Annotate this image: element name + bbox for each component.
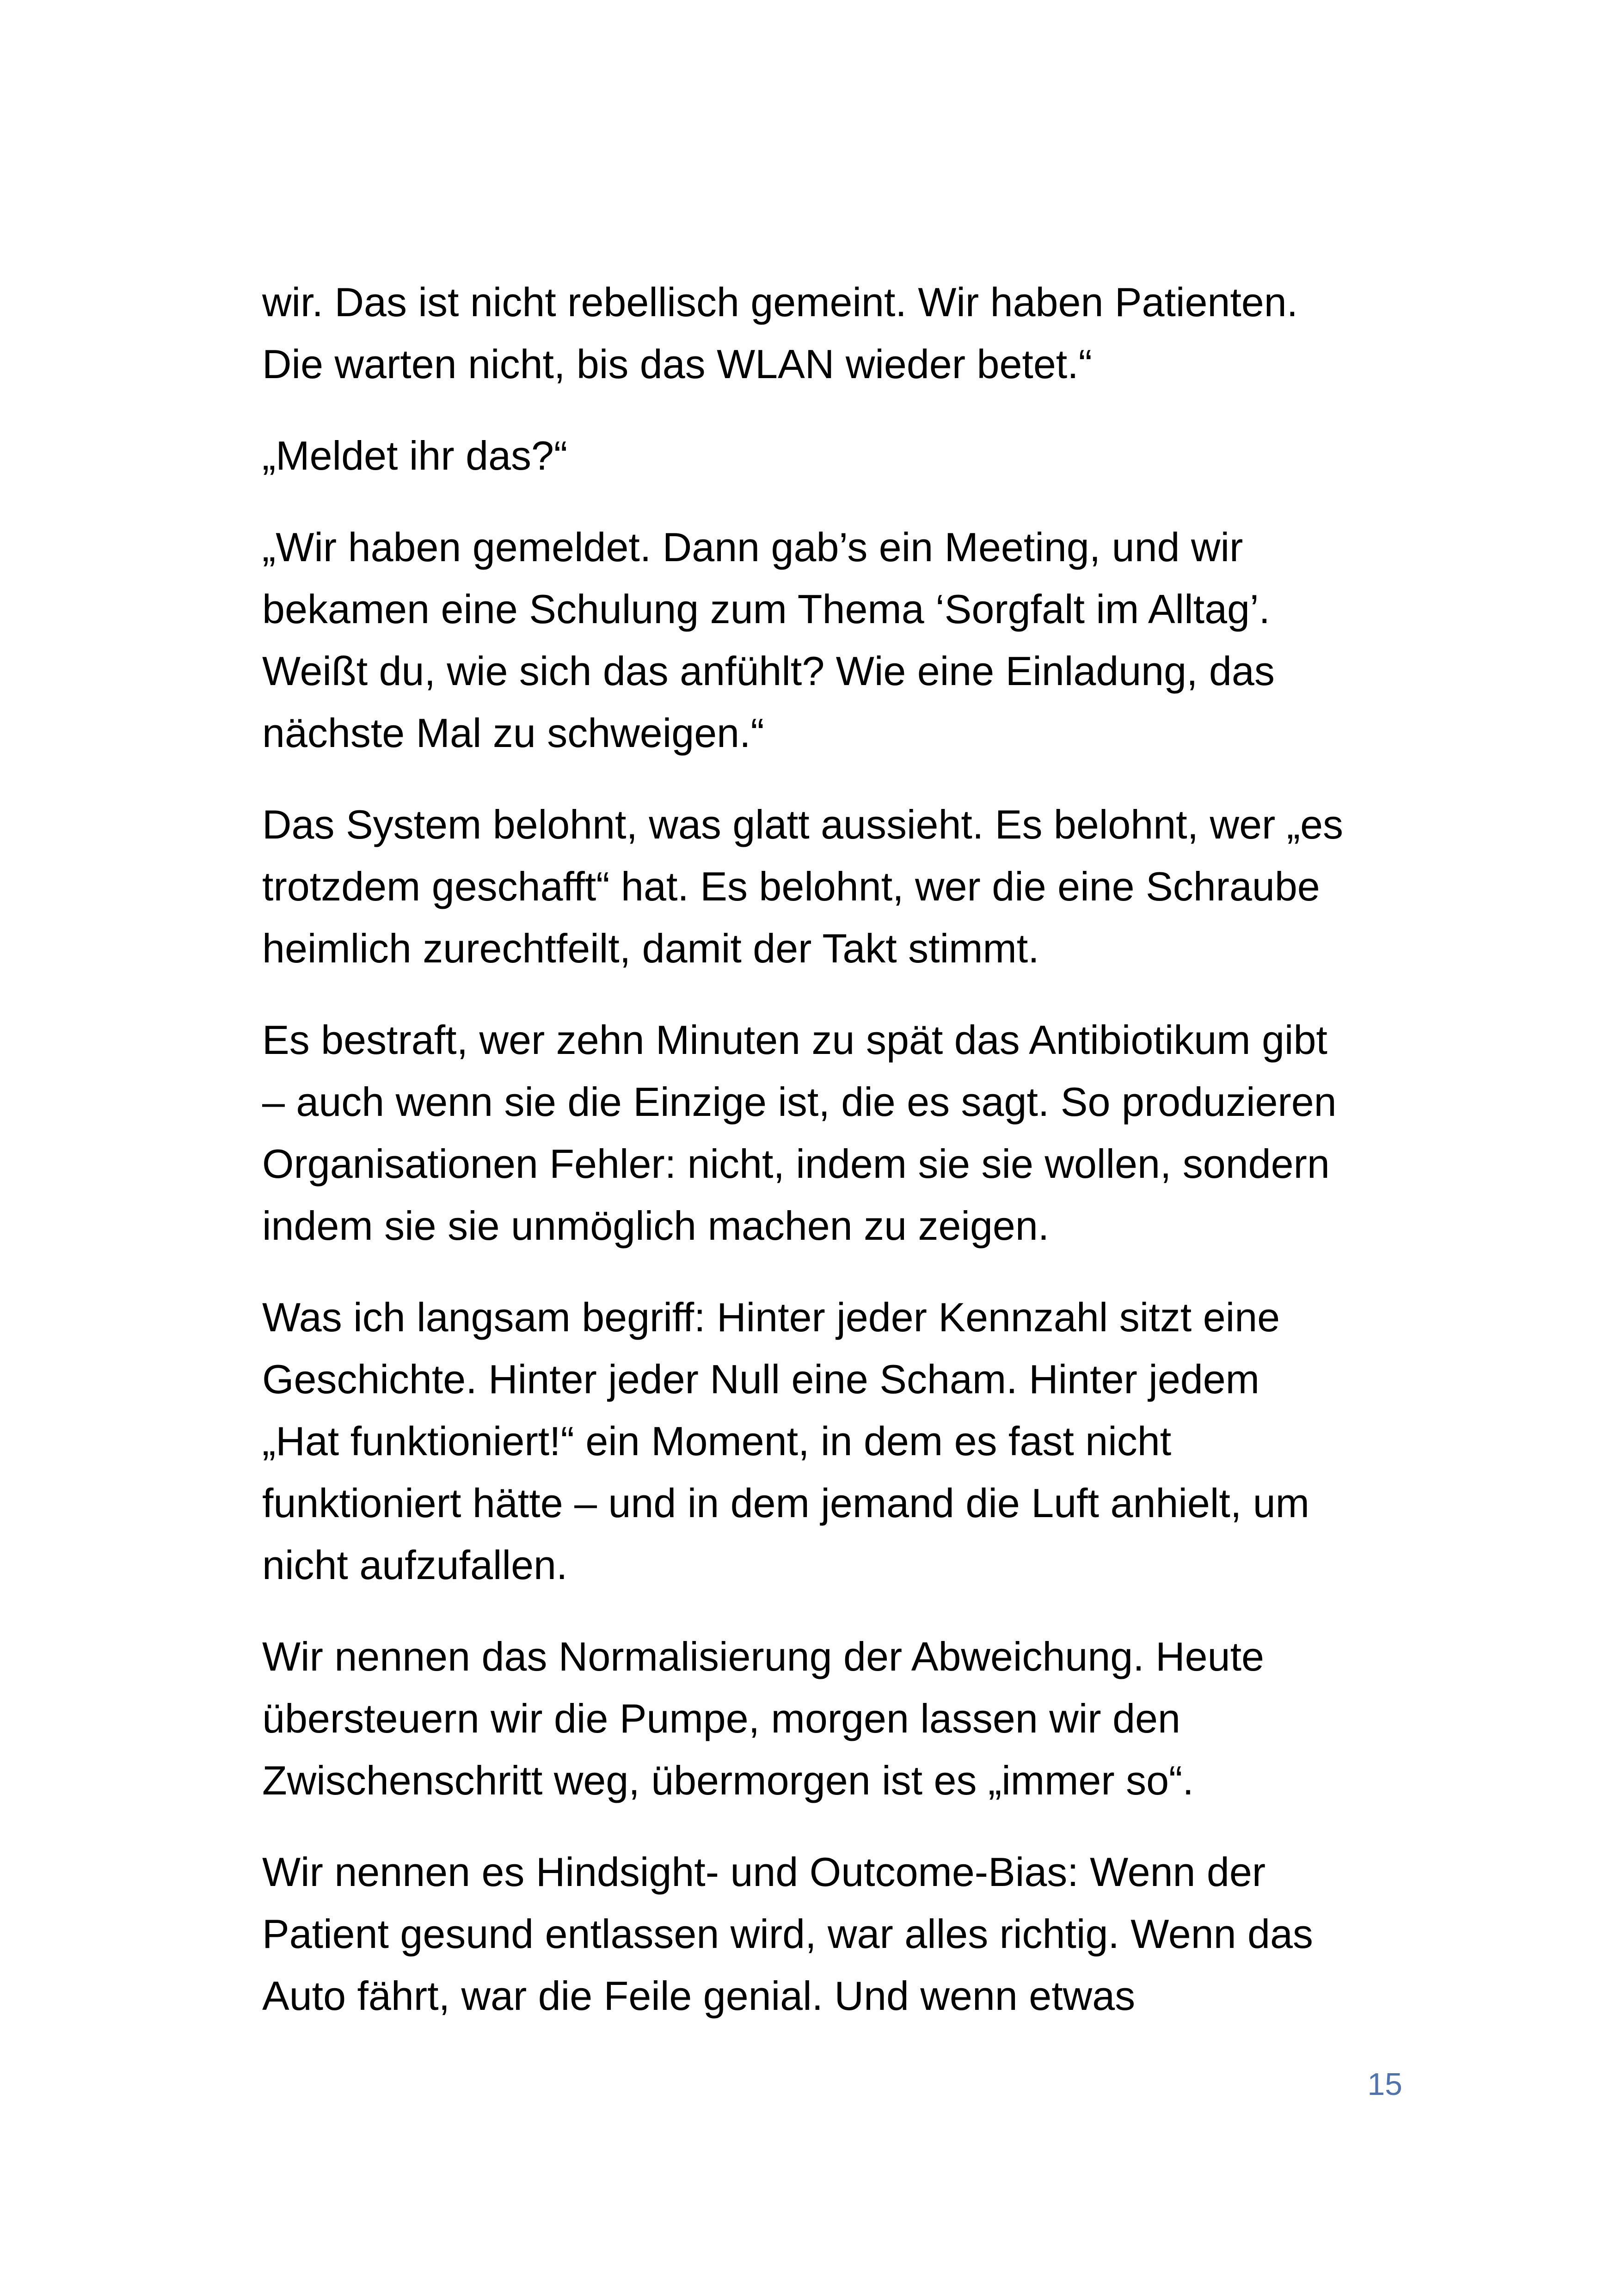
paragraph [262, 794, 1427, 980]
text-line: heimlich zurechtfeilt, damit der Takt stimmt. [262, 925, 1039, 971]
paragraph [262, 425, 1427, 487]
text-line: Organisationen Fehler: nicht, indem sie sie wollen, sondern [262, 1141, 1330, 1187]
text-line: wir. Das ist nicht rebellisch gemeint. Wir haben Patienten. [262, 279, 1298, 325]
paragraph [262, 271, 1427, 395]
text-line: übersteuern wir die Pumpe, morgen lassen wir den [262, 1696, 1180, 1741]
paragraph [262, 516, 1427, 764]
text-line: „Wir haben gemeldet. Dann gab’s ein Meeting, und wir [262, 524, 1243, 570]
page-number: 15 [1367, 2067, 1402, 2102]
text-line: Zwischenschritt weg, übermorgen ist es „immer so“. [262, 1757, 1194, 1803]
paragraph [262, 1841, 1427, 2027]
text-line: funktioniert hätte – und in dem jemand die Luft anhielt, um [262, 1480, 1309, 1526]
body-text [262, 271, 1427, 2057]
text-line: Was ich langsam begriff: Hinter jeder Kennzahl sitzt eine [262, 1294, 1280, 1340]
text-line: nicht aufzufallen. [262, 1542, 568, 1588]
text-line: Wir nennen es Hindsight- und Outcome-Bias: Wenn der [262, 1849, 1266, 1895]
paragraph [262, 1626, 1427, 1812]
text-line: Wir nennen das Normalisierung der Abweichung. Heute [262, 1634, 1264, 1679]
text-line: Die warten nicht, bis das WLAN wieder betet.“ [262, 341, 1092, 387]
text-line: nächste Mal zu schweigen.“ [262, 710, 764, 756]
text-line: „Hat funktioniert!“ ein Moment, in dem es fast nicht [262, 1418, 1172, 1464]
text-line: – auch wenn sie die Einzige ist, die es sagt. So produzieren [262, 1079, 1337, 1125]
text-line: Weißt du, wie sich das anfühlt? Wie eine Einladung, das [262, 648, 1275, 694]
text-line: „Meldet ihr das?“ [262, 433, 568, 478]
text-line: trotzdem geschafft“ hat. Es belohnt, wer die eine Schraube [262, 863, 1320, 909]
text-line: Es bestraft, wer zehn Minuten zu spät das Antibiotikum gibt [262, 1017, 1327, 1063]
paragraph [262, 1286, 1427, 1596]
text-line: Geschichte. Hinter jeder Null eine Scham. Hinter jedem [262, 1356, 1260, 1402]
text-line: bekamen eine Schulung zum Thema ‘Sorgfalt im Alltag’. [262, 586, 1270, 632]
text-line: Auto fährt, war die Feile genial. Und wenn etwas [262, 1973, 1136, 2019]
paragraph [262, 1009, 1427, 1257]
text-line: indem sie sie unmöglich machen zu zeigen. [262, 1203, 1050, 1249]
text-line: Das System belohnt, was glatt aussieht. Es belohnt, wer „es [262, 802, 1344, 847]
text-line: Patient gesund entlassen wird, war alles richtig. Wenn das [262, 1911, 1313, 1957]
